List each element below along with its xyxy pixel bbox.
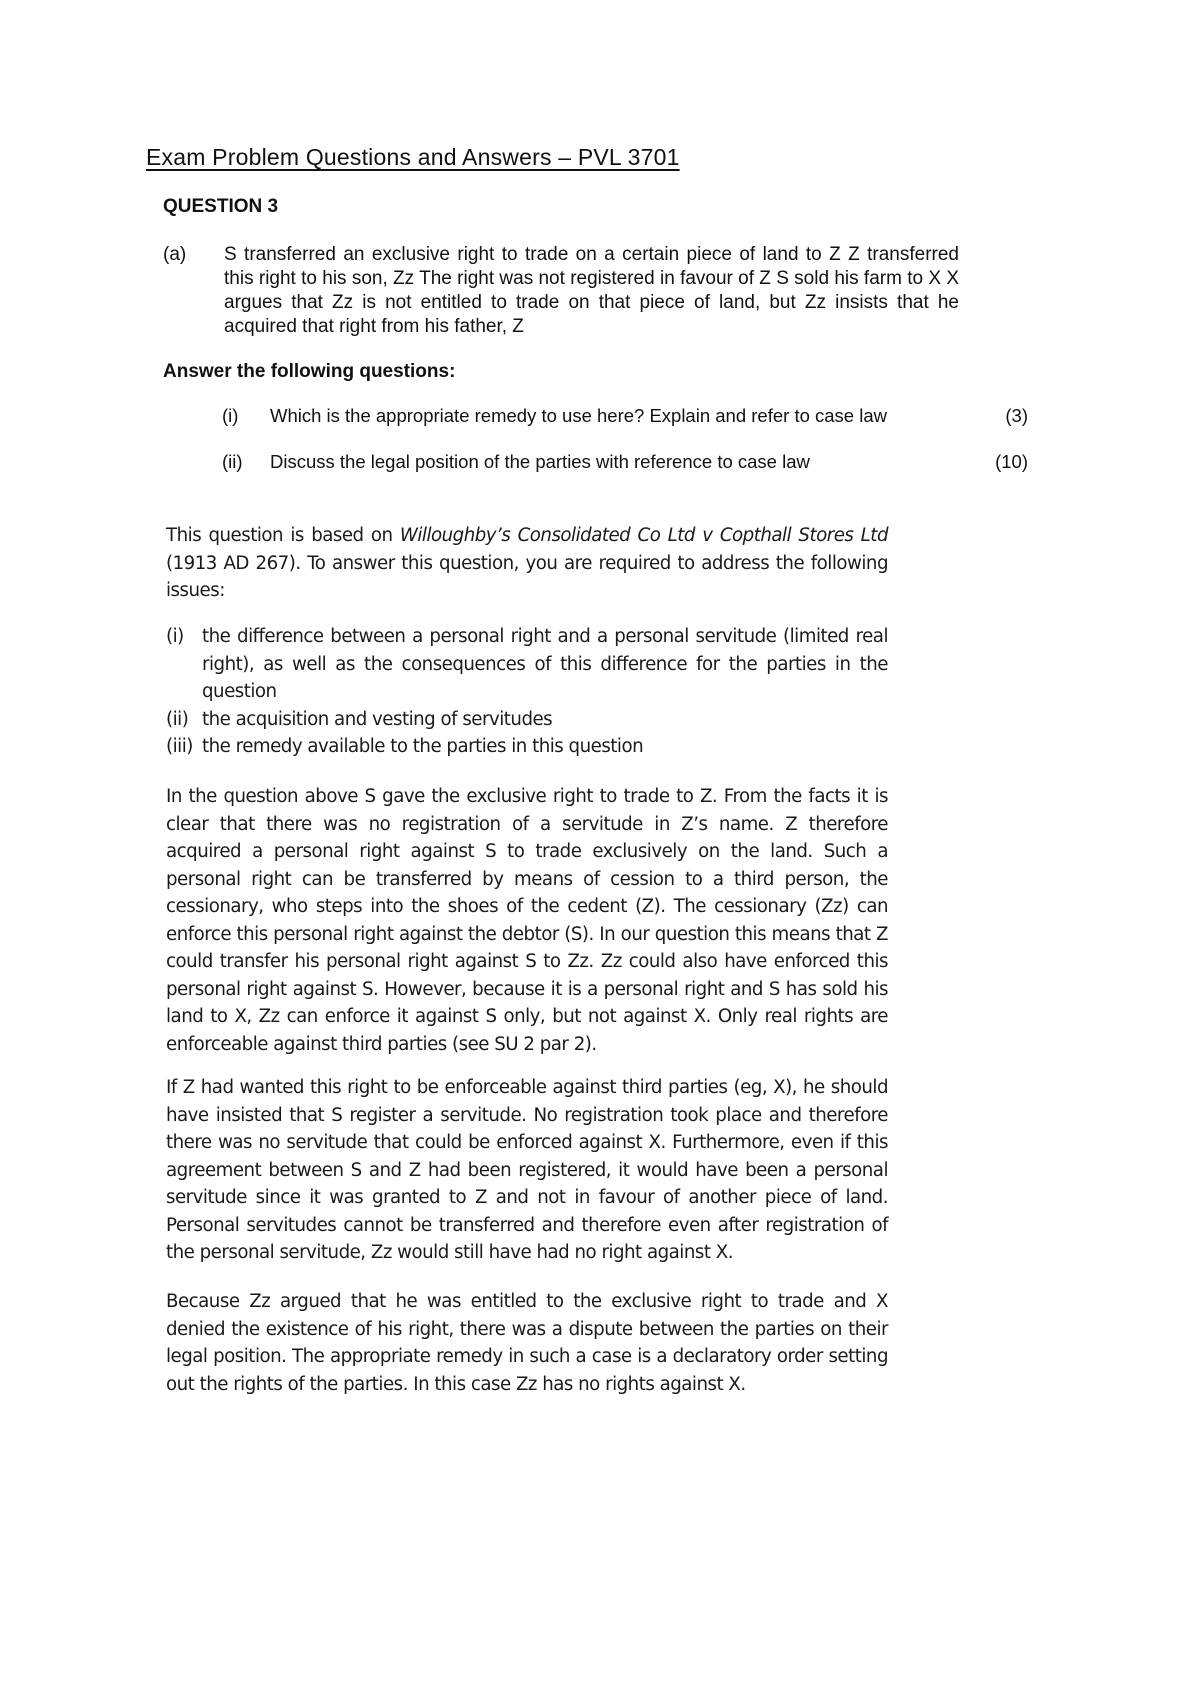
answer-paragraph: Because Zz argued that he was entitled to the exclusive right to trade and X denied the existence of his right, there was a dispute between the parties on their legal position. The appropriate remedy in such a case is a declaratory order setting out the rights of the parties. In this case Zz has no rights against X. (166, 1291, 888, 1395)
issue-text: the difference between a personal right and a personal servitude (limited real right), as well as the consequences of this difference for the parties in the question (202, 626, 888, 702)
sub-question-text: Discuss the legal position of the parties with reference to case law (270, 451, 810, 472)
sub-question (0, 405, 1200, 431)
intro-before: This question is based on (166, 525, 400, 546)
list-item (166, 733, 888, 761)
issue-number: (ii) (166, 708, 189, 730)
sub-question-number: (i) (222, 405, 239, 426)
issue-text: the remedy available to the parties in this question (202, 736, 644, 757)
page-title: Exam Problem Questions and Answers – PVL 3701 (146, 144, 680, 170)
issue-number: (iii) (166, 736, 193, 757)
answer-paragraph: If Z had wanted this right to be enforceable against third parties (eg, X), he should have insisted that S register a servitude. No registration took place and therefore there was no servitude that could be enforced against X. Furthermore, even if this agreement between S and Z had been registered, it would have been a personal servitude since it was granted to Z and not in favour of another piece of land. Personal servitudes cannot be transferred and therefore even after registration of the personal servitude, Zz would still have had no right against X. (166, 1077, 888, 1263)
intro-after: (1913 AD 267). To answer this question, you are required to address the following issues: (166, 552, 888, 601)
issue-text: the acquisition and vesting of servitudes (202, 708, 553, 730)
sub-question-text: Which is the appropriate remedy to use here? Explain and refer to case law (270, 405, 887, 426)
list-item (166, 706, 888, 734)
sub-question-marks: (3) (1005, 405, 1028, 426)
intro-paragraph (166, 522, 888, 605)
sub-question (0, 451, 1200, 477)
issue-number: (i) (166, 626, 184, 647)
question-heading: QUESTION 3 (163, 196, 279, 217)
answer-paragraph: In the question above S gave the exclusive right to trade to Z. From the facts it is clear that there was no registration of a servitude in Z’s name. Z therefore acquired a personal right against S to trade exclusively on the land. Such a personal right can be transferred by means of cession to a third person, the cessionary, who steps into the shoes of the cedent (Z). The cessionary (Zz) can enforce this personal right against the debtor (S). In our question this means that Z could transfer his personal right against S to Zz. Zz could also have enforced this personal right against S. However, because it is a personal right and S has sold his land to X, Zz can enforce it against S only, but not against X. Only real rights are enforceable against third parties (see SU 2 par 2). (166, 786, 888, 1055)
sub-question-number: (ii) (222, 451, 243, 472)
sub-question-marks: (10) (995, 451, 1028, 472)
issues-list (166, 623, 888, 761)
question-a-label: (a) (163, 244, 187, 265)
list-item (166, 623, 888, 706)
question-a-text: S transferred an exclusive right to trade on a certain piece of land to Z Z transferred this right to his son, Zz The right was not registered in favour of Z S sold his farm to X X argues that Zz is not entitled to trade on that piece of land, but Zz insists that he acquired that right from his father, Z (224, 244, 959, 337)
case-name: Willoughby’s Consolidated Co Ltd v Copthall Stores Ltd (399, 525, 888, 546)
answer-heading: Answer the following questions: (163, 361, 456, 382)
